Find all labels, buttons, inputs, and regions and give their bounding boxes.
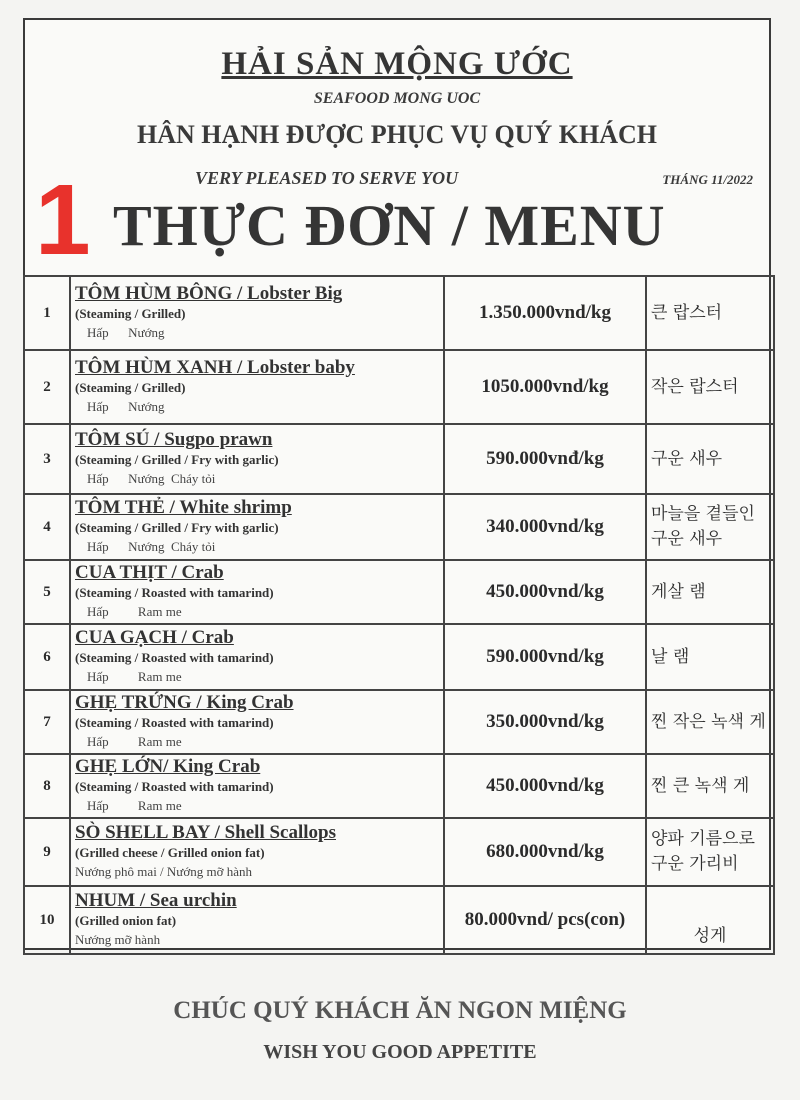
item-cell [70,886,444,954]
item-price: 1.350.000vnd/kg [444,276,646,350]
greeting-vn: HÂN HẠNH ĐƯỢC PHỤC VỤ QUÝ KHÁCH [137,120,657,149]
item-korean: 큰 랍스터 [646,276,774,350]
item-price: 590.000vnd/kg [444,624,646,690]
item-cell [70,624,444,690]
item-vietnamese: Nướng phô mai / Nướng mỡ hành [75,863,252,879]
menu-row [24,494,774,560]
greeting-en: VERY PLEASED TO SERVE YOU [195,168,459,188]
item-vietnamese: Nướng mỡ hành [75,931,161,947]
item-korean: 성게 [646,886,774,954]
item-name: GHẸ LỚN/ King Crab [75,756,261,778]
item-description: (Steaming / Roasted with tamarind) [75,650,274,666]
item-number: 8 [24,754,70,818]
item-name: TÔM HÙM BÔNG / Lobster Big [75,283,343,305]
item-description: (Steaming / Grilled) [75,380,186,396]
item-korean: 게살 램 [646,560,774,624]
item-price: 590.000vnđ/kg [444,424,646,494]
item-description: (Grilled cheese / Grilled onion fat) [75,845,265,861]
item-number: 9 [24,818,70,886]
item-korean: 구운 새우 [646,424,774,494]
item-price: 350.000vnd/kg [444,690,646,754]
item-vietnamese: Hấp Nướng [87,324,165,340]
item-vietnamese: Hấp Nướng [87,398,165,414]
item-name: TÔM THẺ / White shrimp [75,497,292,519]
item-korean: 양파 기름으로 구운 가리비 [646,818,774,886]
item-cell [70,424,444,494]
item-vietnamese: Hấp Ram me [87,668,182,684]
menu-row [24,754,774,818]
item-korean: 작은 랍스터 [646,350,774,424]
menu-table [23,275,775,955]
item-price: 450.000vnd/kg [444,754,646,818]
item-price: 680.000vnd/kg [444,818,646,886]
item-name: CUA GẠCH / Crab [75,627,234,649]
footer-en: WISH YOU GOOD APPETITE [263,1041,537,1063]
item-vietnamese: Hấp Ram me [87,603,182,619]
item-name: SÒ SHELL BAY / Shell Scallops [75,822,336,844]
menu-row [24,276,774,350]
item-price: 80.000vnd/ pcs(con) [444,886,646,954]
item-number: 10 [24,886,70,954]
menu-row [24,424,774,494]
item-description: (Steaming / Grilled / Fry with garlic) [75,452,279,468]
item-price: 1050.000vnd/kg [444,350,646,424]
item-number: 4 [24,494,70,560]
item-korean: 찐 큰 녹색 게 [646,754,774,818]
menu-page-number: 1 [35,164,91,276]
menu-row [24,886,774,954]
item-cell [70,276,444,350]
item-description: (Steaming / Roasted with tamarind) [75,715,274,731]
menu-row [24,560,774,624]
item-cell [70,494,444,560]
menu-row [24,818,774,886]
item-description: (Grilled onion fat) [75,913,177,929]
item-cell [70,560,444,624]
item-name: TÔM HÙM XANH / Lobster baby [75,357,355,379]
footer-vn: CHÚC QUÝ KHÁCH ĂN NGON MIỆNG [173,997,627,1024]
menu-title: THỰC ĐƠN / MENU [113,193,666,258]
item-cell [70,690,444,754]
item-cell [70,754,444,818]
item-description: (Steaming / Grilled) [75,306,186,322]
menu-row [24,624,774,690]
menu-date: THÁNG 11/2022 [662,172,753,187]
item-korean: 찐 작은 녹색 게 [646,690,774,754]
item-vietnamese: Hấp Ram me [87,733,182,749]
item-korean: 날 램 [646,624,774,690]
item-korean: 마늘을 곁들인 구운 새우 [646,494,774,560]
item-price: 450.000vnd/kg [444,560,646,624]
item-description: (Steaming / Roasted with tamarind) [75,585,274,601]
menu-row [24,690,774,754]
item-number: 3 [24,424,70,494]
item-name: NHUM / Sea urchin [75,890,237,912]
item-number: 2 [24,350,70,424]
item-name: TÔM SÚ / Sugpo prawn [75,429,273,451]
item-description: (Steaming / Roasted with tamarind) [75,779,274,795]
item-vietnamese: Hấp Nướng Cháy tỏi [87,538,216,554]
item-vietnamese: Hấp Ram me [87,797,182,813]
restaurant-subtitle: SEAFOOD MONG UOC [313,90,481,107]
item-name: GHẸ TRỨNG / King Crab [75,692,294,714]
item-cell [70,818,444,886]
item-description: (Steaming / Grilled / Fry with garlic) [75,520,279,536]
menu-sheet [23,18,771,950]
item-number: 7 [24,690,70,754]
item-name: CUA THỊT / Crab [75,562,224,584]
item-cell [70,350,444,424]
menu-row [24,350,774,424]
item-number: 5 [24,560,70,624]
item-price: 340.000vnd/kg [444,494,646,560]
item-vietnamese: Hấp Nướng Cháy tỏi [87,470,216,486]
item-number: 6 [24,624,70,690]
item-number: 1 [24,276,70,350]
restaurant-title: HẢI SẢN MỘNG ƯỚC [221,46,573,82]
